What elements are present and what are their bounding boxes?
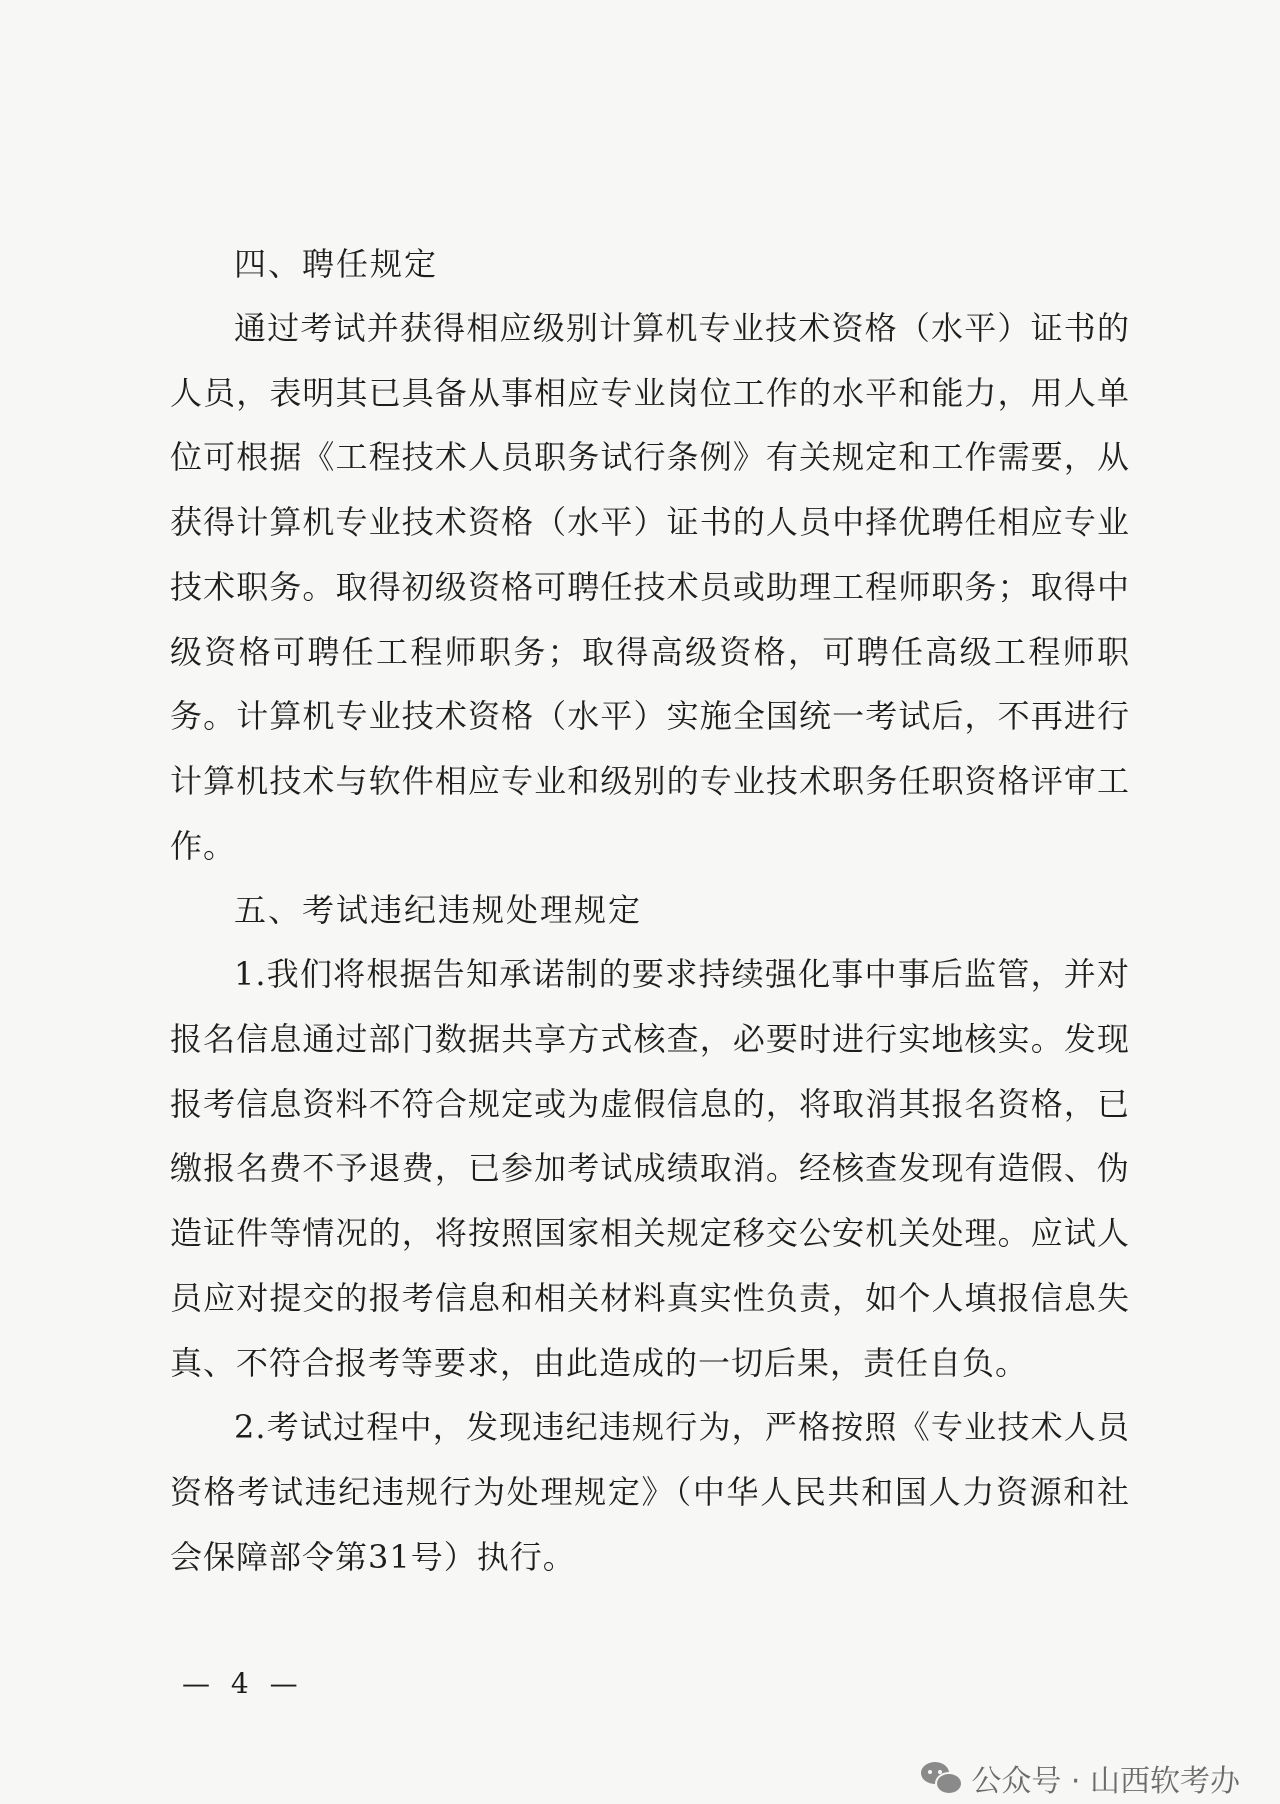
watermark-text: 公众号 · 山西软考办 <box>971 1764 1240 1799</box>
section-heading-appointment: 四、聘任规定 <box>234 245 439 283</box>
watermark <box>921 1756 1240 1800</box>
document-body <box>170 232 1130 1589</box>
paragraph-appointment: 通过考试并获得相应级别计算机专业技术资格（水平）证书的人员，表明其已具备从事相应专业岗位工作的水平和能力，用人单位可根据《工程技术人员职务试行条例》有关规定和工作需要，从获得计算机专业技术资格（水平）证书的人员中择优聘任相应专业技术职务。取得初级资格可聘任技术员或助理工程师职务；取得中级资格可聘任工程师职务；取得高级资格，可聘任高级工程师职务。计算机专业技术资格（水平）实施全国统一考试后，不再进行计算机技术与软件相应专业和级别的专业技术职务任职资格评审工作。 <box>170 309 1130 865</box>
section-heading-violations: 五、考试违纪违规处理规定 <box>234 891 643 930</box>
paragraph-violations-2: 2.考试过程中，发现违纪违规行为，严格按照《专业技术人员资格考试违纪违规行为处理规定》（中华人民共和国人力资源和社会保障部令第31号）执行。 <box>170 1408 1130 1576</box>
wechat-icon <box>921 1762 961 1794</box>
page-number: — 4 — <box>182 1667 304 1700</box>
paragraph-violations-1: 1.我们将根据告知承诺制的要求持续强化事中事后监管，并对报名信息通过部门数据共享方式核查，必要时进行实地核实。发现报考信息资料不符合规定或为虚假信息的，将取消其报名资格，已缴报名费不予退费，已参加考试成绩取消。经核查发现有造假、伪造证件等情况的，将按照国家相关规定移交公安机关处理。应试人员应对提交的报考信息和相关材料真实性负责，如个人填报信息失真、不符合报考等要求，由此造成的一切后果，责任自负。 <box>170 955 1130 1382</box>
